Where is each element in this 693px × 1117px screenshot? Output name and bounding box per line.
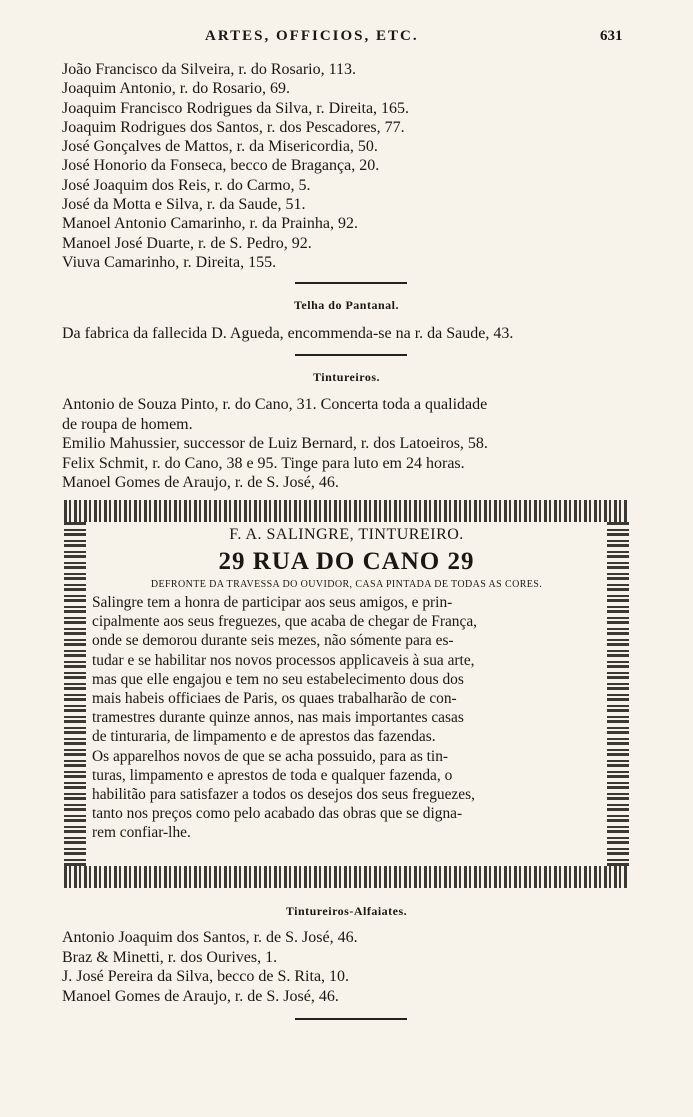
list-item: Joaquim Antonio, r. do Rosario, 69. [62,80,290,98]
ad-line: habilitão para satisfazer a todos os desejos dos seus freguezes, [92,786,475,804]
advertisement-content [92,526,601,843]
ad-line: Os apparelhos novos de que se acha possuido, para as tin- [92,747,449,765]
page-header [0,28,693,52]
ad-line: mais habeis officiaes de Paris, os quaes trabalharão de con- [92,690,457,708]
list-item: de roupa de homem. [62,415,193,433]
list-item: Da fabrica da fallecida D. Agueda, encommenda-se na r. da Saude, 43. [62,325,514,342]
section-divider [295,282,407,284]
tintureiros-alfaiates-list [62,928,627,1006]
tintureiros-list [62,395,627,493]
ad-line: Salingre tem a honra de participar aos seus amigos, e prin- [92,594,453,611]
ad-line: onde se demorou durante seis mezes, não sómente para es- [92,632,454,650]
list-item: Manoel Antonio Camarinho, r. da Prainha, 92. [62,215,358,233]
list-item: José Honorio da Fonseca, becco de Bragança, 20. [62,157,380,175]
list-item: Antonio Joaquim dos Santos, r. de S. José, 46. [62,929,358,946]
ornamental-border-left [64,522,86,866]
ad-line: tanto nos preços como pelo acabado das obras que se digna- [92,805,463,823]
list-item: Braz & Minetti, r. dos Ourives, 1. [62,948,278,966]
list-item: Joaquim Rodrigues dos Santos, r. dos Pescadores, 77. [62,118,405,136]
list-item: J. José Pereira da Silva, becco de S. Rita, 10. [62,968,350,985]
list-item: José da Motta e Silva, r. da Saude, 51. [62,196,306,214]
list-item: Manoel José Duarte, r. de S. Pedro, 92. [62,234,312,252]
listing-block-1 [62,60,409,272]
ad-line: de tinturaria, de limpamento e de aprestos das fazendas. [92,728,436,746]
list-item: José Joaquim dos Reis, r. do Carmo, 5. [62,176,311,194]
ad-line: tudar e se habilitar nos novos processos applicaveis à sua arte, [92,651,475,669]
list-item: Viuva Camarinho, r. Direita, 155. [62,253,277,271]
list-item: Joaquim Francisco Rodrigues da Silva, r. Direita, 165. [62,99,410,117]
list-item: Felix Schmit, r. do Cano, 38 e 95. Tinge para luto em 24 horas. [62,454,465,472]
telha-entry [62,324,627,344]
page-number: 631 [600,28,623,44]
ornamental-border-top [64,500,629,522]
section-divider [295,1018,407,1020]
ad-line: mas que elle engajou e tem no seu estabelecimento dous dos [92,670,464,688]
list-item: João Francisco da Silveira, r. do Rosario, 113. [62,61,357,78]
list-item: Manoel Gomes de Araujo, r. de S. José, 46. [62,987,339,1005]
list-item: Emilio Mahussier, successor de Luiz Bernard, r. dos Latoeiros, 58. [62,435,488,452]
advertiser-name: F. A. SALINGRE, TINTUREIRO. [229,526,464,543]
ornamental-border-bottom [64,866,629,888]
list-item: Antonio de Souza Pinto, r. do Cano, 31. Concerta toda a qualidade [62,396,488,413]
ad-line: cipalmente aos seus freguezes, que acaba de chegar de França, [92,613,477,631]
section-heading-tintureiros: Tintureiros. [312,370,380,384]
advertiser-location-note: DEFRONTE DA TRAVESSA DO OUVIDOR, CASA PINTADA DE TODAS AS CORES. [150,579,543,590]
ad-line: tramestres durante quinze annos, nas mais importantes casas [92,709,464,727]
advertisement-box [64,500,629,888]
advertiser-address: 29 RUA DO CANO 29 [218,548,475,575]
list-item: Manoel Gomes de Araujo, r. de S. José, 46. [62,474,339,491]
section-divider [295,354,407,356]
advertisement-body [92,593,601,843]
section-heading-telha: Telha do Pantanal. [294,298,399,312]
list-item: José Gonçalves de Mattos, r. da Misericordia, 50. [62,138,378,156]
ornamental-border-right [607,522,629,866]
page-title: ARTES, OFFICIOS, ETC. [205,28,419,44]
ad-line: rem confiar-lhe. [92,824,191,842]
section-heading-tintureiros-alfaiates: Tintureiros-Alfaiates. [285,904,408,918]
ad-line: turas, limpamento e aprestos de toda e qualquer fazenda, o [92,766,453,784]
